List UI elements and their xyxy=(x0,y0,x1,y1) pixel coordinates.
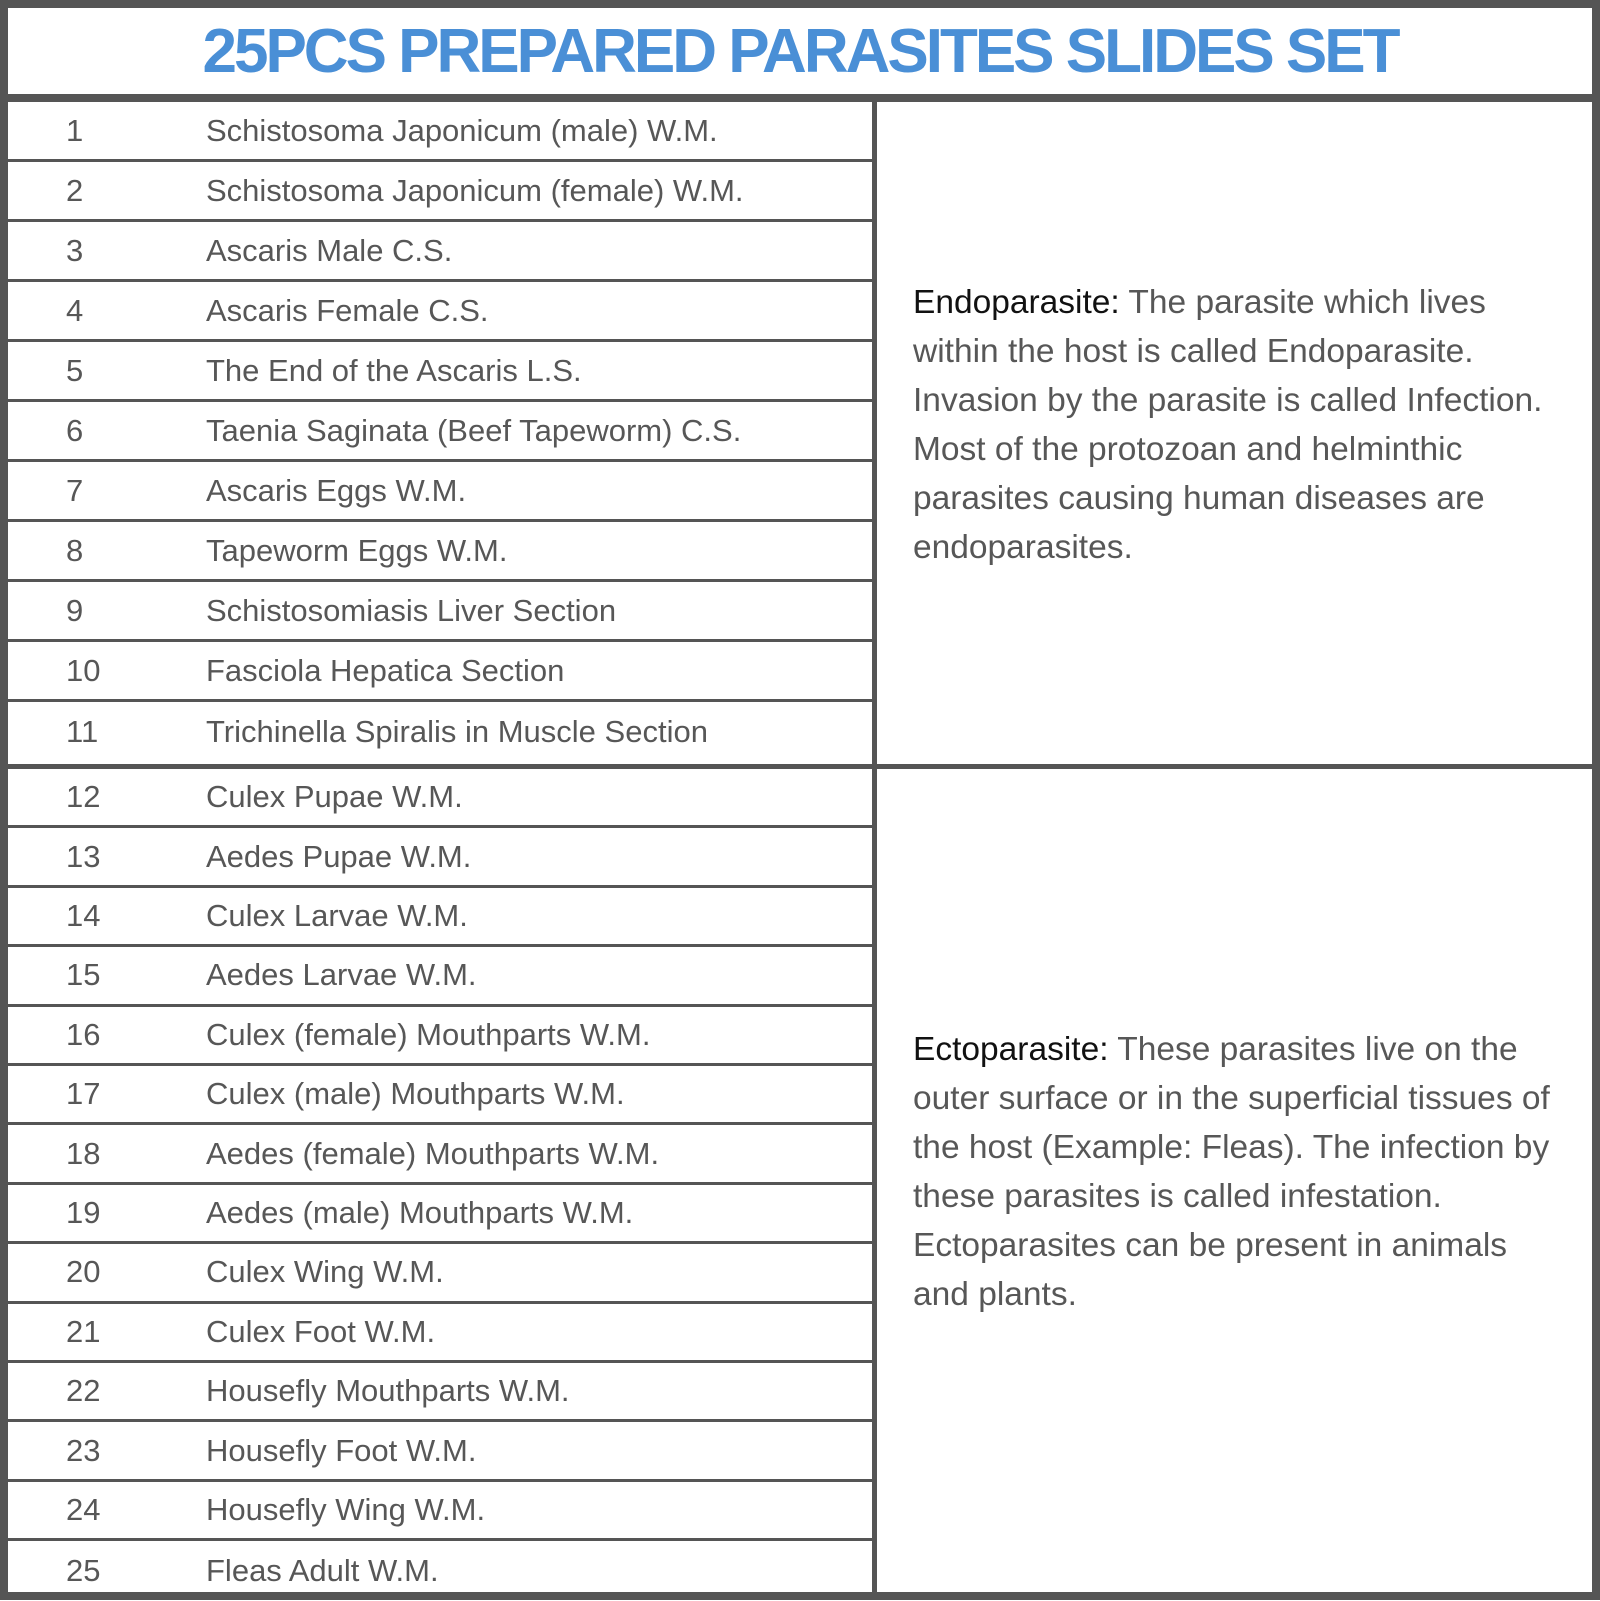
slide-name: Aedes Larvae W.M. xyxy=(206,957,477,993)
endoparasite-definition: The parasite which lives within the host is called Endoparasite. Invasion by the parasite is called Infection. xyxy=(913,284,1543,419)
table-row xyxy=(8,1304,872,1363)
slide-name: Culex Pupae W.M. xyxy=(206,779,463,815)
table-row xyxy=(8,522,872,582)
table-row xyxy=(8,1125,872,1184)
slide-name: Culex Foot W.M. xyxy=(206,1313,436,1349)
slide-number: 12 xyxy=(66,779,101,815)
slide-number: 23 xyxy=(66,1432,101,1468)
slide-number: 6 xyxy=(66,412,84,448)
slide-name: Housefly Wing W.M. xyxy=(206,1491,486,1527)
table-row xyxy=(8,102,872,162)
endoparasite-description xyxy=(913,278,1563,572)
slide-number: 4 xyxy=(66,292,84,328)
slide-name: Tapeworm Eggs W.M. xyxy=(206,532,508,568)
slide-number: 9 xyxy=(66,592,84,628)
slide-number: 15 xyxy=(66,957,101,993)
slide-number: 21 xyxy=(66,1313,101,1349)
slide-number: 16 xyxy=(66,1016,101,1052)
slide-name: Fasciola Hepatica Section xyxy=(206,652,565,688)
ectoparasite-slide-list xyxy=(8,769,877,1600)
slide-number: 5 xyxy=(66,352,84,388)
table-row xyxy=(8,222,872,282)
title-bar xyxy=(8,8,1592,102)
slide-name: Taenia Saginata (Beef Tapeworm) C.S. xyxy=(206,412,742,448)
slide-name: Housefly Foot W.M. xyxy=(206,1432,477,1468)
ectoparasite-section xyxy=(8,769,1592,1600)
slide-number: 22 xyxy=(66,1373,101,1409)
table-row xyxy=(8,1363,872,1422)
table-row xyxy=(8,702,872,762)
slide-number: 2 xyxy=(66,172,84,208)
table-row xyxy=(8,642,872,702)
slide-name: Culex Wing W.M. xyxy=(206,1254,444,1290)
slide-name: Culex (female) Mouthparts W.M. xyxy=(206,1016,651,1052)
slide-name: Ascaris Eggs W.M. xyxy=(206,472,467,508)
table-row xyxy=(8,1185,872,1244)
slide-number: 8 xyxy=(66,532,84,568)
slide-number: 18 xyxy=(66,1135,101,1171)
ectoparasite-description xyxy=(913,1025,1563,1319)
slide-name: Schistosomiasis Liver Section xyxy=(206,592,617,628)
slide-number: 3 xyxy=(66,232,84,268)
slide-number: 19 xyxy=(66,1194,101,1230)
slide-name: The End of the Ascaris L.S. xyxy=(206,352,582,388)
slide-number: 20 xyxy=(66,1254,101,1290)
page-title: 25PCS PREPARED PARASITES SLIDES SET xyxy=(202,16,1398,86)
ectoparasite-term: Ectoparasite: xyxy=(913,1031,1109,1068)
table-row xyxy=(8,342,872,402)
table-row xyxy=(8,828,872,887)
slide-name: Culex Larvae W.M. xyxy=(206,897,468,933)
table-row xyxy=(8,888,872,947)
slide-number: 10 xyxy=(66,652,101,688)
table-row xyxy=(8,769,872,828)
slide-number: 14 xyxy=(66,897,101,933)
slide-name: Trichinella Spiralis in Muscle Section xyxy=(206,714,708,749)
slide-name: Ascaris Female C.S. xyxy=(206,292,489,328)
slide-number: 13 xyxy=(66,838,101,874)
slide-name: Fleas Adult W.M. xyxy=(206,1552,439,1588)
table-row xyxy=(8,1422,872,1481)
table-row xyxy=(8,1007,872,1066)
slide-number: 24 xyxy=(66,1491,101,1527)
endoparasite-term: Endoparasite: xyxy=(913,284,1120,321)
slide-name: Aedes Pupae W.M. xyxy=(206,838,472,874)
table-row xyxy=(8,162,872,222)
slide-name: Schistosoma Japonicum (male) W.M. xyxy=(206,112,718,148)
table-row xyxy=(8,1066,872,1125)
table-row xyxy=(8,1244,872,1303)
slide-number: 1 xyxy=(66,112,84,148)
table-row xyxy=(8,282,872,342)
slide-name: Culex (male) Mouthparts W.M. xyxy=(206,1076,625,1112)
endoparasite-note: Most of the protozoan and helminthic parasites causing human diseases are endoparasites. xyxy=(913,431,1485,566)
table-row xyxy=(8,462,872,522)
endoparasite-slide-list xyxy=(8,102,877,764)
slide-name: Ascaris Male C.S. xyxy=(206,232,453,268)
table-row xyxy=(8,1541,872,1600)
table-row xyxy=(8,947,872,1006)
table-row xyxy=(8,402,872,462)
table-row xyxy=(8,1482,872,1541)
ectoparasite-definition: These parasites live on the outer surface or in the superficial tissues of the host (Example: Fleas). The infection by these parasites is called infestation. Ectoparasites can be present in animals and plants. xyxy=(913,1031,1550,1313)
slide-number: 25 xyxy=(66,1552,101,1588)
slide-number: 11 xyxy=(66,714,99,749)
slide-name: Aedes (female) Mouthparts W.M. xyxy=(206,1135,660,1171)
slide-name: Schistosoma Japonicum (female) W.M. xyxy=(206,172,744,208)
slide-name: Housefly Mouthparts W.M. xyxy=(206,1373,570,1409)
slide-number: 17 xyxy=(66,1076,101,1112)
table-row xyxy=(8,582,872,642)
slide-name: Aedes (male) Mouthparts W.M. xyxy=(206,1194,634,1230)
slide-number: 7 xyxy=(66,472,84,508)
endoparasite-section xyxy=(8,102,1592,769)
